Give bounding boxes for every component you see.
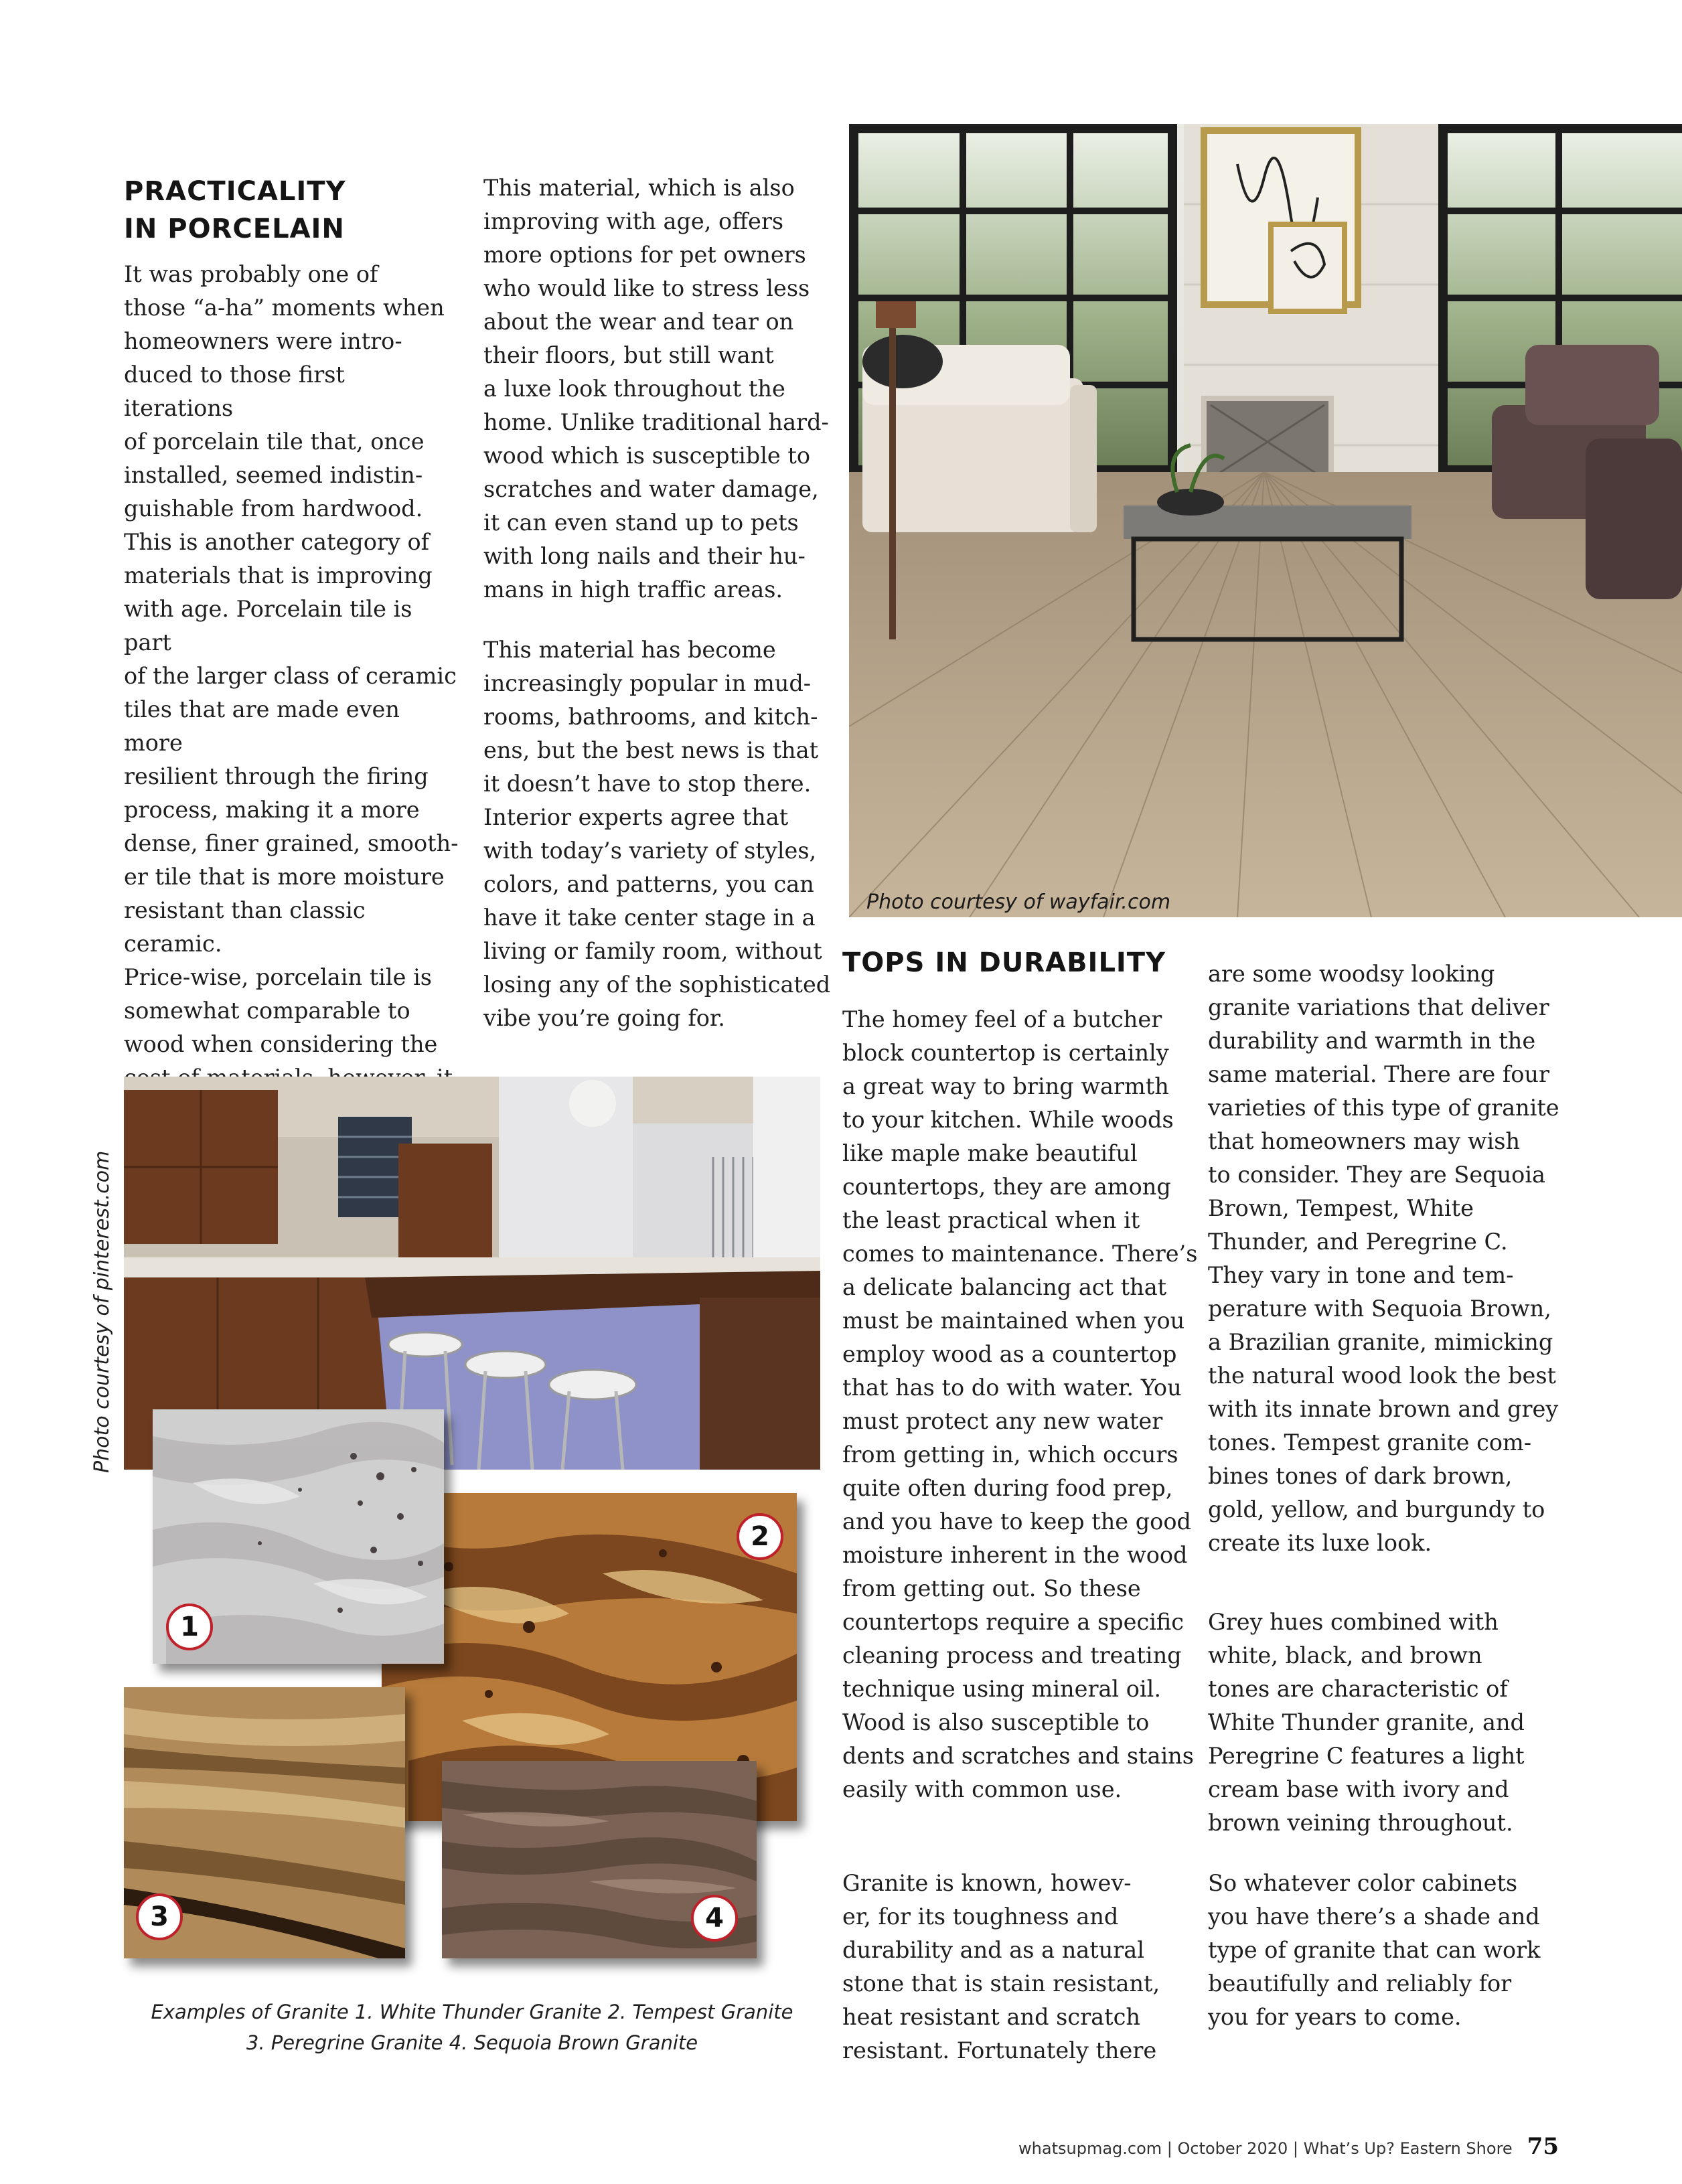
page-number: 75 bbox=[1527, 2133, 1559, 2160]
granite-badge-1: 1 bbox=[166, 1604, 213, 1650]
footer-publication: What’s Up? Eastern Shore bbox=[1303, 2139, 1513, 2158]
durability-column-3-paragraph-1: The homey feel of a butcher block countertop is certainly a great way to bring warmth to your kitchen. While woods like maple make beautiful countertops, they are among the least practical when it comes to maintenance. There’s a delicate balancing act that must be maintained when you employ wood as a countertop that has to do with water. You must protect any new water from getting in, which occurs quite often during food prep, and you have to keep the good moisture inherent in the wood from getting out. So these countertops require a specific cleaning process and treating technique using mineral oil. Wood is also susceptible to dents and scratches and stains easily with common use. bbox=[842, 1006, 1198, 1802]
porcelain-column-2-paragraph-1: This material, which is also improving with age, offers more options for pet owners who would like to stress less about the wear and tear on their floors, but still want a luxe look throughout the home. Unlike traditional hard- wood which is susceptible to scratches and water damage, it can even stand up to pets with long nails and their hu- mans in high traffic areas. bbox=[483, 175, 829, 603]
porcelain-column-2-paragraph-2: This material has become increasingly popular in mud- rooms, bathrooms, and kitch- ens, but the best news is that it doesn’t have to stop there. Interior experts agree that with today’s variety of styles, colors, and patterns, you can have it take center stage in a living or family room, without losing any of the sophisticated vibe you’re going for. bbox=[483, 637, 831, 1031]
living-room-photo-credit: Photo courtesy of wayfair.com bbox=[866, 890, 1171, 914]
porcelain-column-1: It was probably one of those “a-ha” moments when homeowners were intro- duced to those first iterations of porcelain tile that, once installed, seemed indistin- guishable from hardwood. This is another category of materials that is improving with age. Porcelain tile is part of the larger class of ceramic tiles that are made even more resilient through the firing process, making it a more dense, finer grained, smooth- er tile that is more moisture resistant than classic ceramic. Price-wise, porcelain tile is somewhat comparable to wood when considering the bbox=[124, 261, 459, 1057]
footer-site: whatsupmag.com bbox=[1018, 2139, 1162, 2158]
granite-sample-peregrine bbox=[124, 1687, 405, 1958]
durability-column-4-paragraph-3: So whatever color cabinets you have there’s a shade and type of granite that can work beautifully and reliably for you for years to come. bbox=[1208, 1870, 1541, 2030]
granite-badge-2: 2 bbox=[737, 1513, 783, 1560]
durability-column-4-paragraph-1: are some woodsy looking granite variations that deliver durability and warmth in the same material. There are four varieties of this type of granite that homeowners may wish to consider. They are Sequoia Brown, Tempest, White Thunder, and Peregrine C. They vary in tone and tem- perature with Sequoia Brown, a Brazilian granite, mimicking the natural wood look the best with its innate brown and grey tones. Tempest granite com- bines tones of dark brown, gold, yellow, and burgundy to create its luxe look. bbox=[1208, 961, 1559, 1556]
durability-column-4-paragraph-2: Grey hues combined with white, black, and brown tones are characteristic of White Thunder granite, and Peregrine C features a light cream base with ivory and brown veining throughout. bbox=[1208, 1609, 1525, 1836]
page-footer bbox=[1018, 2133, 1559, 2160]
section-heading-durability: TOPS IN DURABILITY bbox=[842, 947, 1166, 978]
living-room-photo bbox=[849, 124, 1682, 917]
granite-caption-line: Examples of Granite 1. White Thunder Granite 2. Tempest Granite bbox=[151, 2001, 793, 2023]
granite-sample-sequoia-brown bbox=[442, 1761, 757, 1958]
heading-line: IN PORCELAIN bbox=[124, 214, 345, 244]
durability-column-3-paragraph-2: Granite is known, howev- er, for its toughness and durability and as a natural stone that is stain resistant, heat resistant and scratch resistant. Fortunately there bbox=[842, 1870, 1160, 2063]
footer-date: October 2020 bbox=[1177, 2139, 1288, 2158]
living-room-illustration bbox=[849, 124, 1682, 917]
footer-separator: | bbox=[1288, 2139, 1304, 2158]
granite-caption bbox=[124, 1997, 820, 2058]
granite-caption-line: 3. Peregrine Granite 4. Sequoia Brown Granite bbox=[246, 2031, 698, 2054]
kitchen-photo-credit: Photo courtesy of pinterest.com bbox=[90, 1150, 114, 1473]
section-heading-porcelain bbox=[124, 173, 346, 248]
granite-badge-3: 3 bbox=[136, 1893, 183, 1940]
heading-line: PRACTICALITY bbox=[124, 176, 346, 207]
granite-badge-4: 4 bbox=[691, 1895, 738, 1942]
footer-separator: | bbox=[1162, 2139, 1178, 2158]
granite-sample-white-thunder bbox=[153, 1409, 444, 1664]
